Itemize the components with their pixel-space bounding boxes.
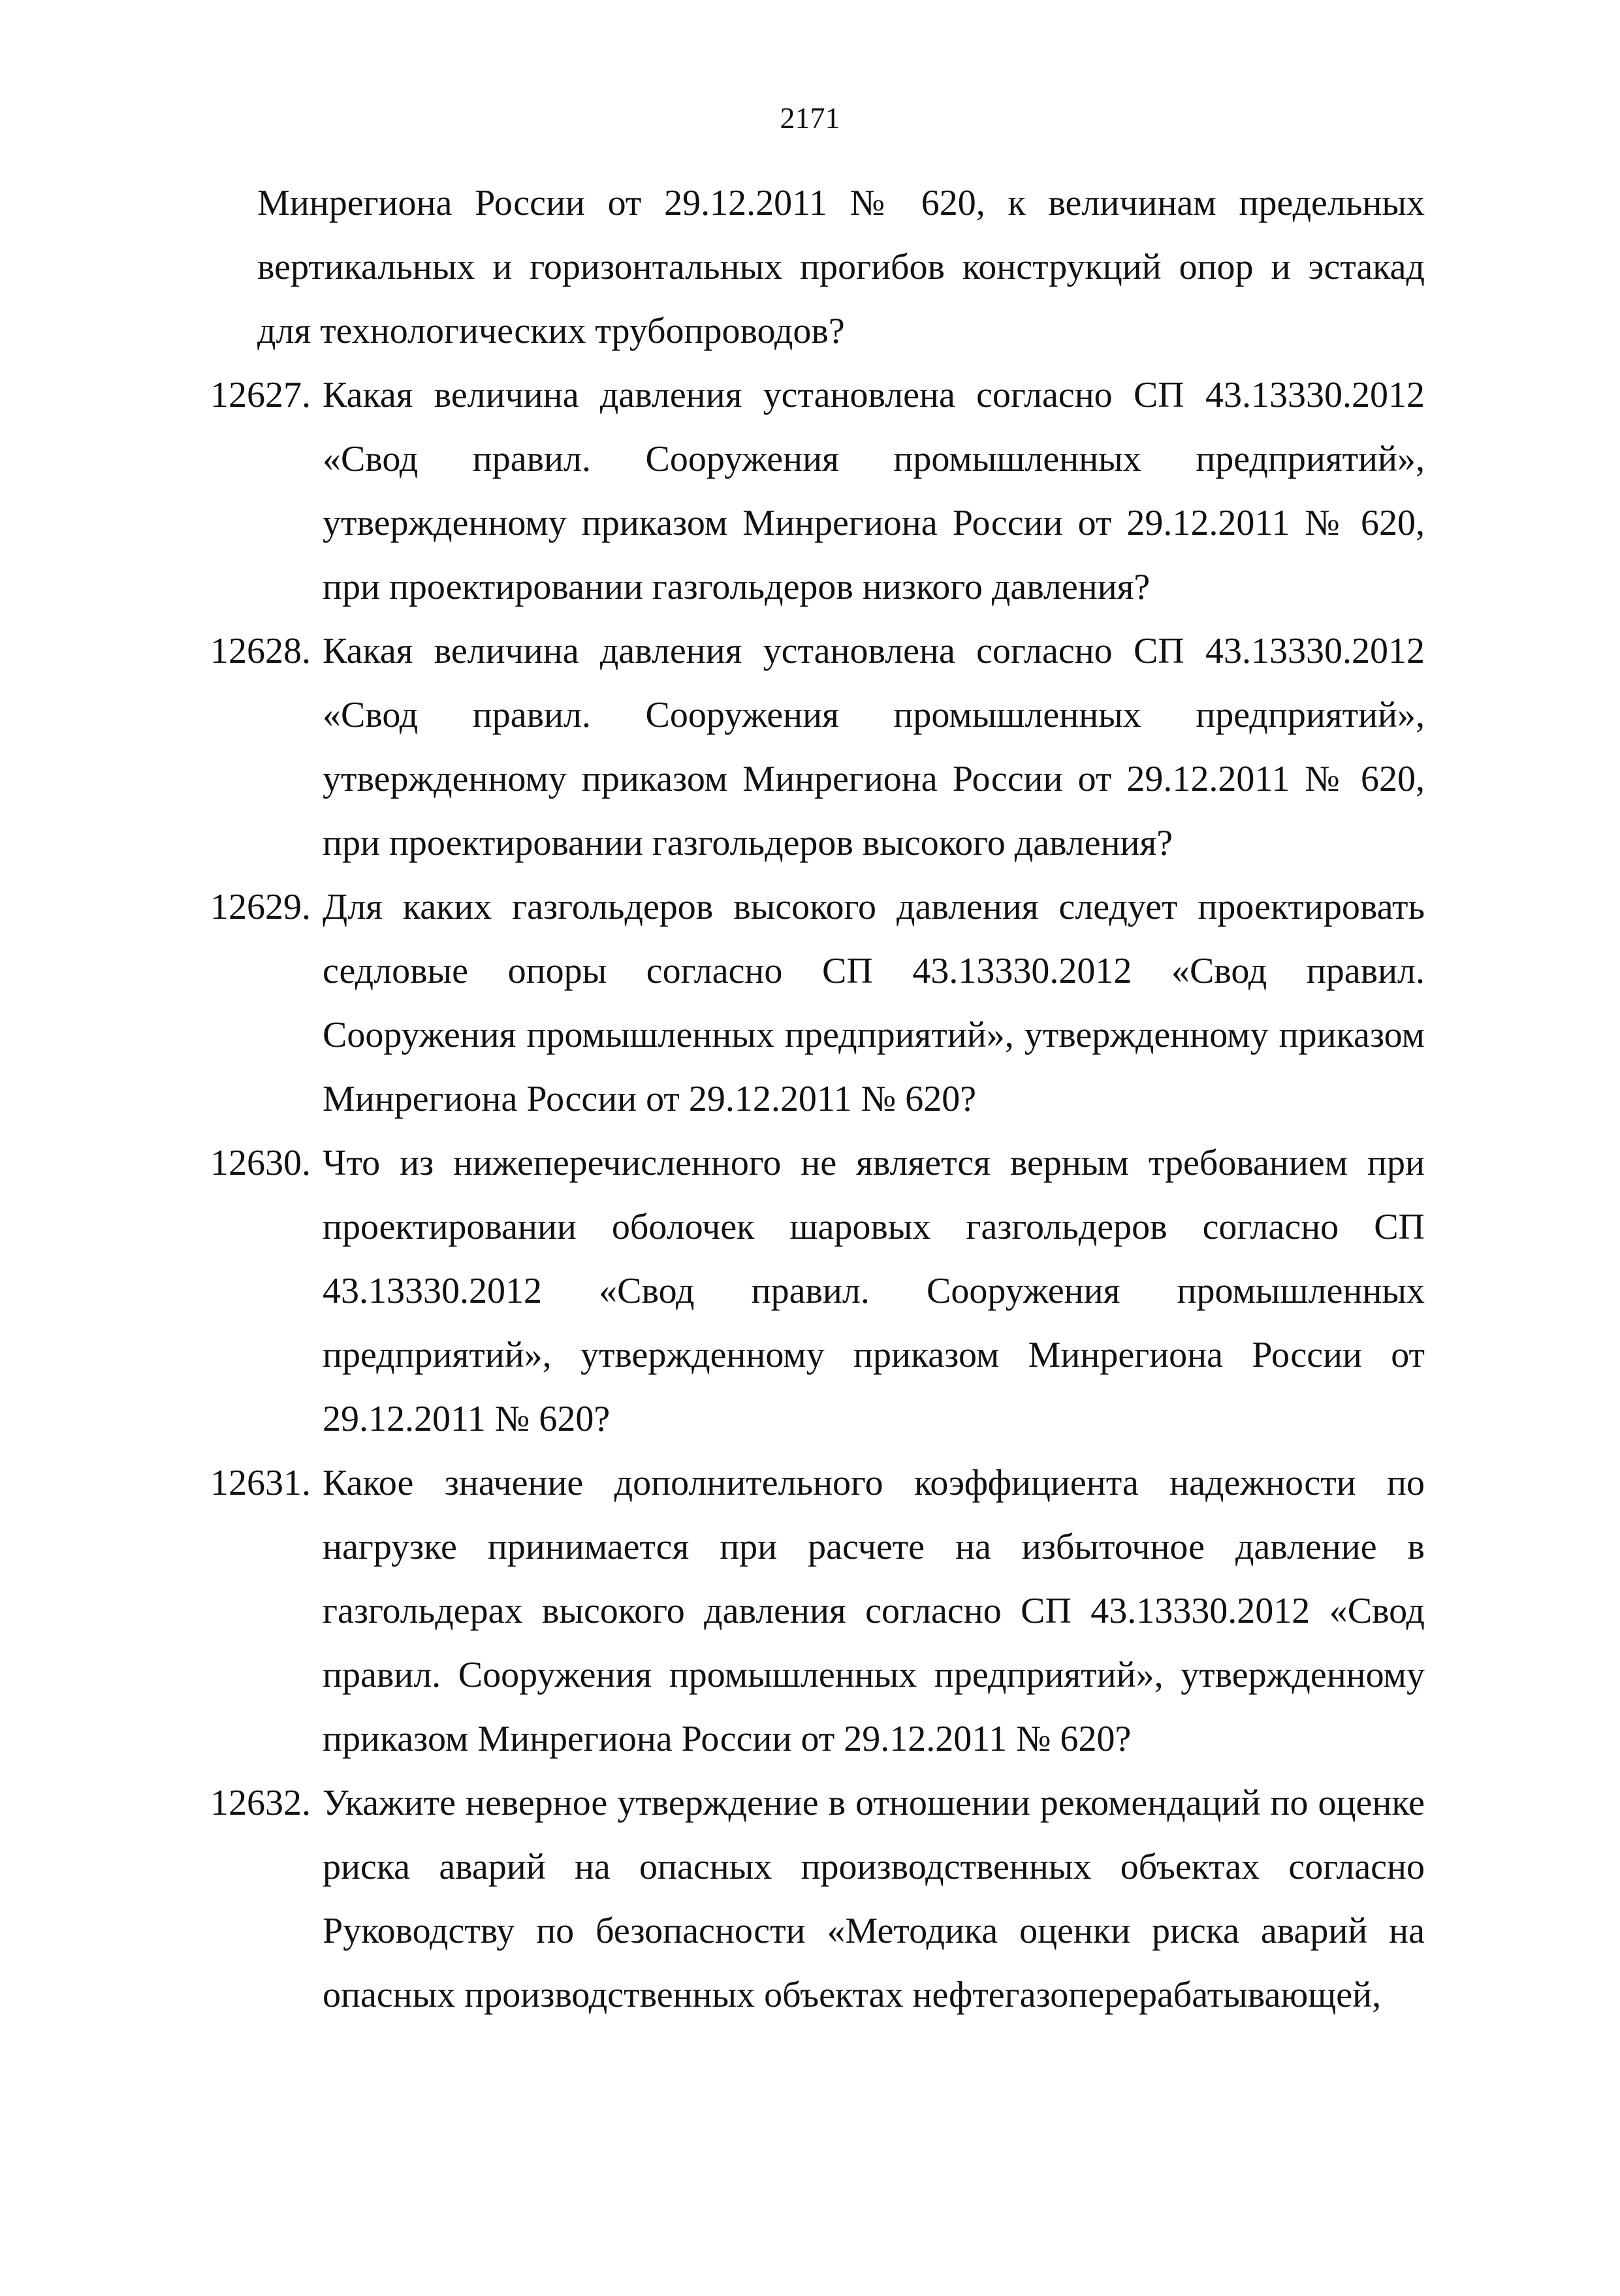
question-number: 12627. <box>210 375 311 415</box>
page-number: 2171 <box>780 101 840 135</box>
document-body <box>210 171 1425 2027</box>
question-item <box>210 619 1425 875</box>
question-number: 12628. <box>210 631 311 671</box>
question-text: Укажите неверное утверждение в отношении рекомендаций по оценке риска аварий на опасных производственных объектах согласно Руководству по безопасности «Методика оценки риска аварий на опасных производственных объектах нефтегазоперерабатывающей, <box>323 1783 1425 2015</box>
question-text: Что из нижеперечисленного не является верным требованием при проектировании оболочек шаровых газгольдеров согласно СП 43.13330.2012 «Свод правил. Сооружения промышленных предприятий», утвержденному приказом Минрегиона России от 29.12.2011 № 620? <box>323 1143 1425 1439</box>
question-item <box>210 1451 1425 1771</box>
question-item <box>210 1131 1425 1451</box>
question-text: Какая величина давления установлена согласно СП 43.13330.2012 «Свод правил. Сооружения промышленных предприятий», утвержденному приказом Минрегиона России от 29.12.2011 № 620, при проектировании газгольдеров высокого давления? <box>323 631 1425 863</box>
continuation-paragraph: Минрегиона России от 29.12.2011 № 620, к величинам предельных вертикальных и горизонтальных прогибов конструкций опор и эстакад для технологических трубопроводов? <box>257 183 1425 351</box>
question-text: Для каких газгольдеров высокого давления следует проектировать седловые опоры согласно СП 43.13330.2012 «Свод правил. Сооружения промышленных предприятий», утвержденному приказом Минрегиона России от 29.12.2011 № 620? <box>323 887 1425 1119</box>
question-text: Какое значение дополнительного коэффициента надежности по нагрузке принимается при расчете на избыточное давление в газгольдерах высокого давления согласно СП 43.13330.2012 «Свод правил. Сооружения промышленных предприятий», утвержденному приказом Минрегиона России от 29.12.2011 № 620? <box>323 1463 1425 1759</box>
question-item <box>210 363 1425 619</box>
question-number: 12632. <box>210 1783 311 1823</box>
question-item <box>210 1771 1425 2027</box>
question-number: 12630. <box>210 1143 311 1183</box>
question-number: 12629. <box>210 887 311 927</box>
question-item <box>210 875 1425 1131</box>
question-number: 12631. <box>210 1463 311 1503</box>
question-text: Какая величина давления установлена согласно СП 43.13330.2012 «Свод правил. Сооружения промышленных предприятий», утвержденному приказом Минрегиона России от 29.12.2011 № 620, при проектировании газгольдеров низкого давления? <box>323 375 1425 607</box>
